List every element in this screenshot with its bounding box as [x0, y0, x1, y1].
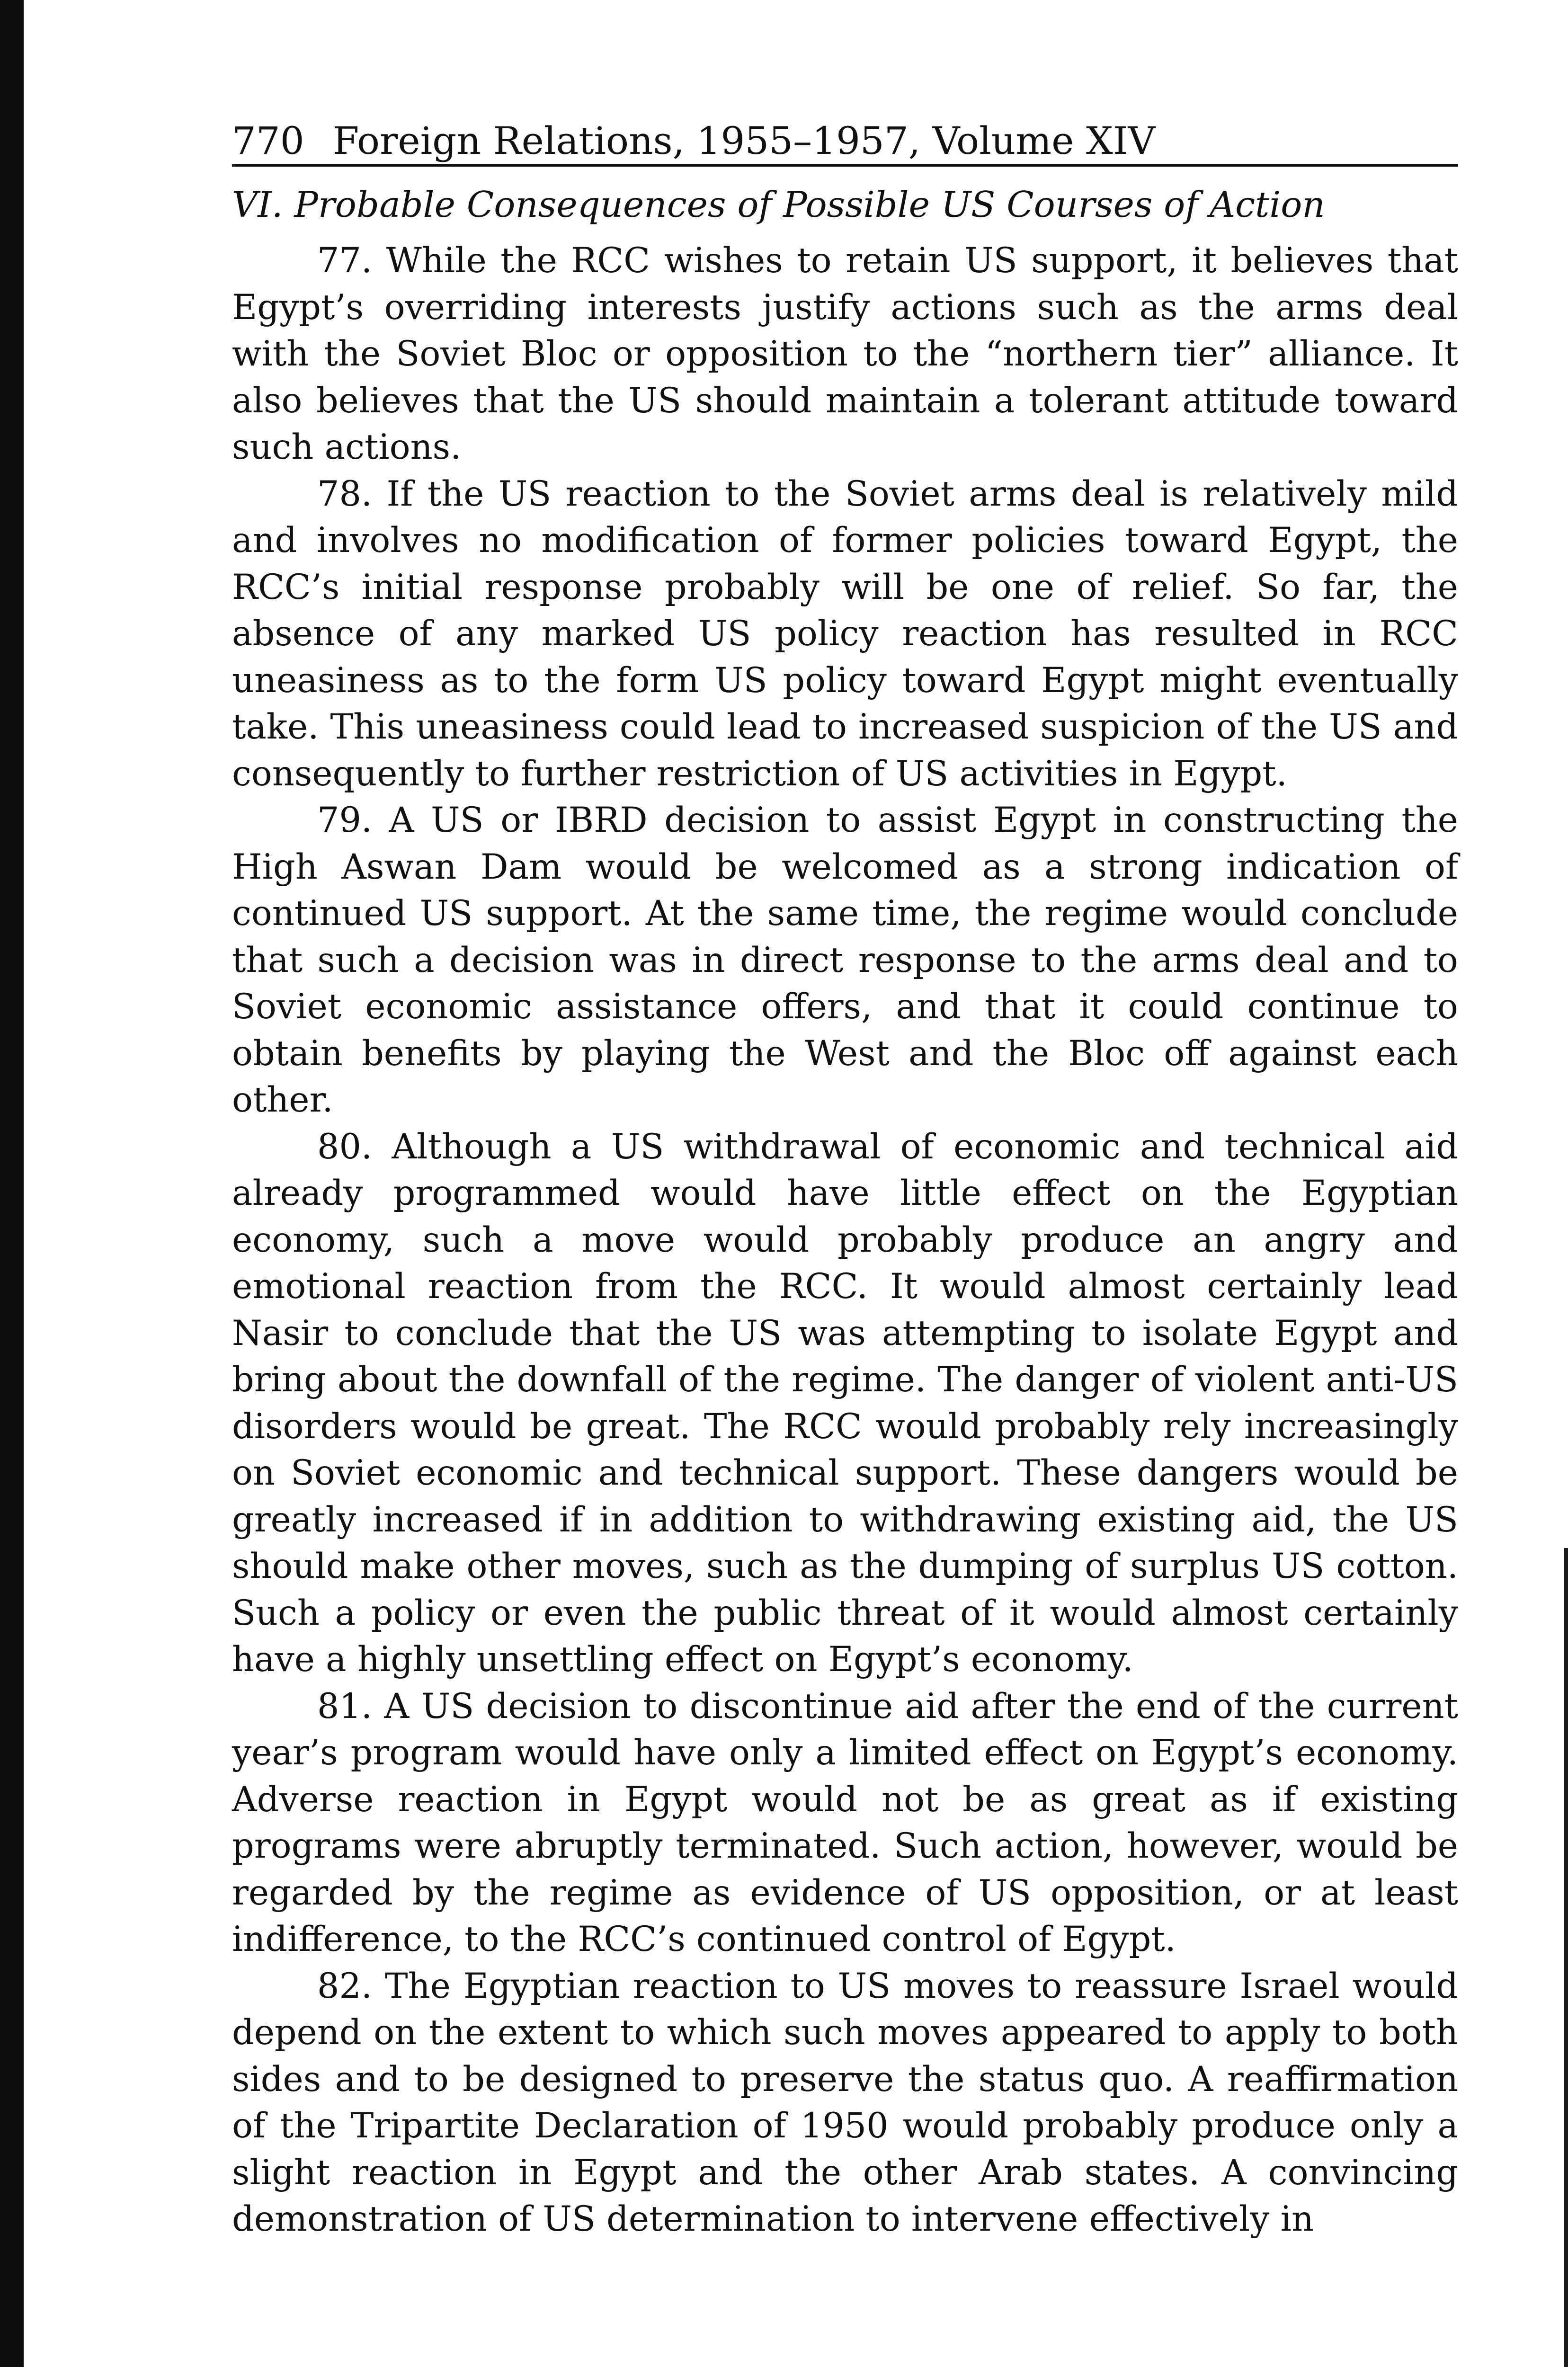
paragraph-78: 78. If the US reaction to the Soviet arms deal is relatively mild and involves no modification of former policies toward Egypt, the RCC’s initial response probably will be one of relief. So far, the absence of any marked US policy reaction has resulted in RCC uneasiness as to the form US policy toward Egypt might eventually take. This uneasiness could lead to increased suspicion of the US and consequently to further restriction of US activities in Egypt.	[232, 473, 1458, 794]
paragraph-81: 81. A US decision to discontinue aid after the end of the current year’s program would have only a limited effect on Egypt’s economy. Adverse reaction in Egypt would not be as great as if existing programs were abruptly terminated. Such action, however, would be regarded by the regime as evidence of US opposition, or at least indifference, to the RCC’s continued control of Egypt.	[232, 1686, 1458, 1959]
scan-left-edge	[0, 0, 24, 2367]
running-title: Foreign Relations, 1955–1957, Volume XIV	[332, 119, 1156, 163]
paragraph-79: 79. A US or IBRD decision to assist Egypt in constructing the High Aswan Dam would be welcomed as a strong indication of continued US support. At the same time, the regime would conclude that such a decision was in direct response to the arms deal and to Soviet economic assistance offers, and that it could continue to obtain benefits by playing the West and the Bloc off against each other.	[232, 800, 1458, 1120]
paragraph-80: 80. Although a US withdrawal of economic and technical aid already programmed would have little effect on the Egyptian economy, such a move would probably produce an angry and emotional reaction from the RCC. It would almost certainly lead Nasir to conclude that the US was attempting to isolate Egypt and bring about the downfall of the regime. The danger of violent anti-US disorders would be great. The RCC would probably rely increasingly on Soviet economic and technical support. These dangers would be greatly increased if in addition to withdrawing existing aid, the US should make other moves, such as the dumping of surplus US cotton. Such a policy or even the public threat of it would almost certainly have a highly unsettling effect on Egypt’s economy.	[232, 1126, 1458, 1680]
running-head	[232, 118, 1458, 167]
paragraph-82: 82. The Egyptian reaction to US moves to reassure Israel would depend on the extent to which such moves appeared to apply to both sides and to be designed to preserve the status quo. A reaffirmation of the Tripartite Declaration of 1950 would probably produce only a slight reaction in Egypt and the other Arab states. A convincing demonstration of US determination to intervene effectively in	[232, 1966, 1458, 2239]
page-number: 770	[232, 119, 304, 163]
section-heading: VI. Probable Consequences of Possible US Courses of Action	[232, 184, 1325, 225]
document-page	[232, 118, 1458, 2243]
scan-right-edge	[1564, 1548, 1568, 2367]
paragraph-77: 77. While the RCC wishes to retain US support, it believes that Egypt’s overriding interests justify actions such as the arms deal with the Soviet Bloc or opposition to the “northern tier” alliance. It also believes that the US should maintain a tolerant attitude toward such actions.	[232, 240, 1458, 467]
